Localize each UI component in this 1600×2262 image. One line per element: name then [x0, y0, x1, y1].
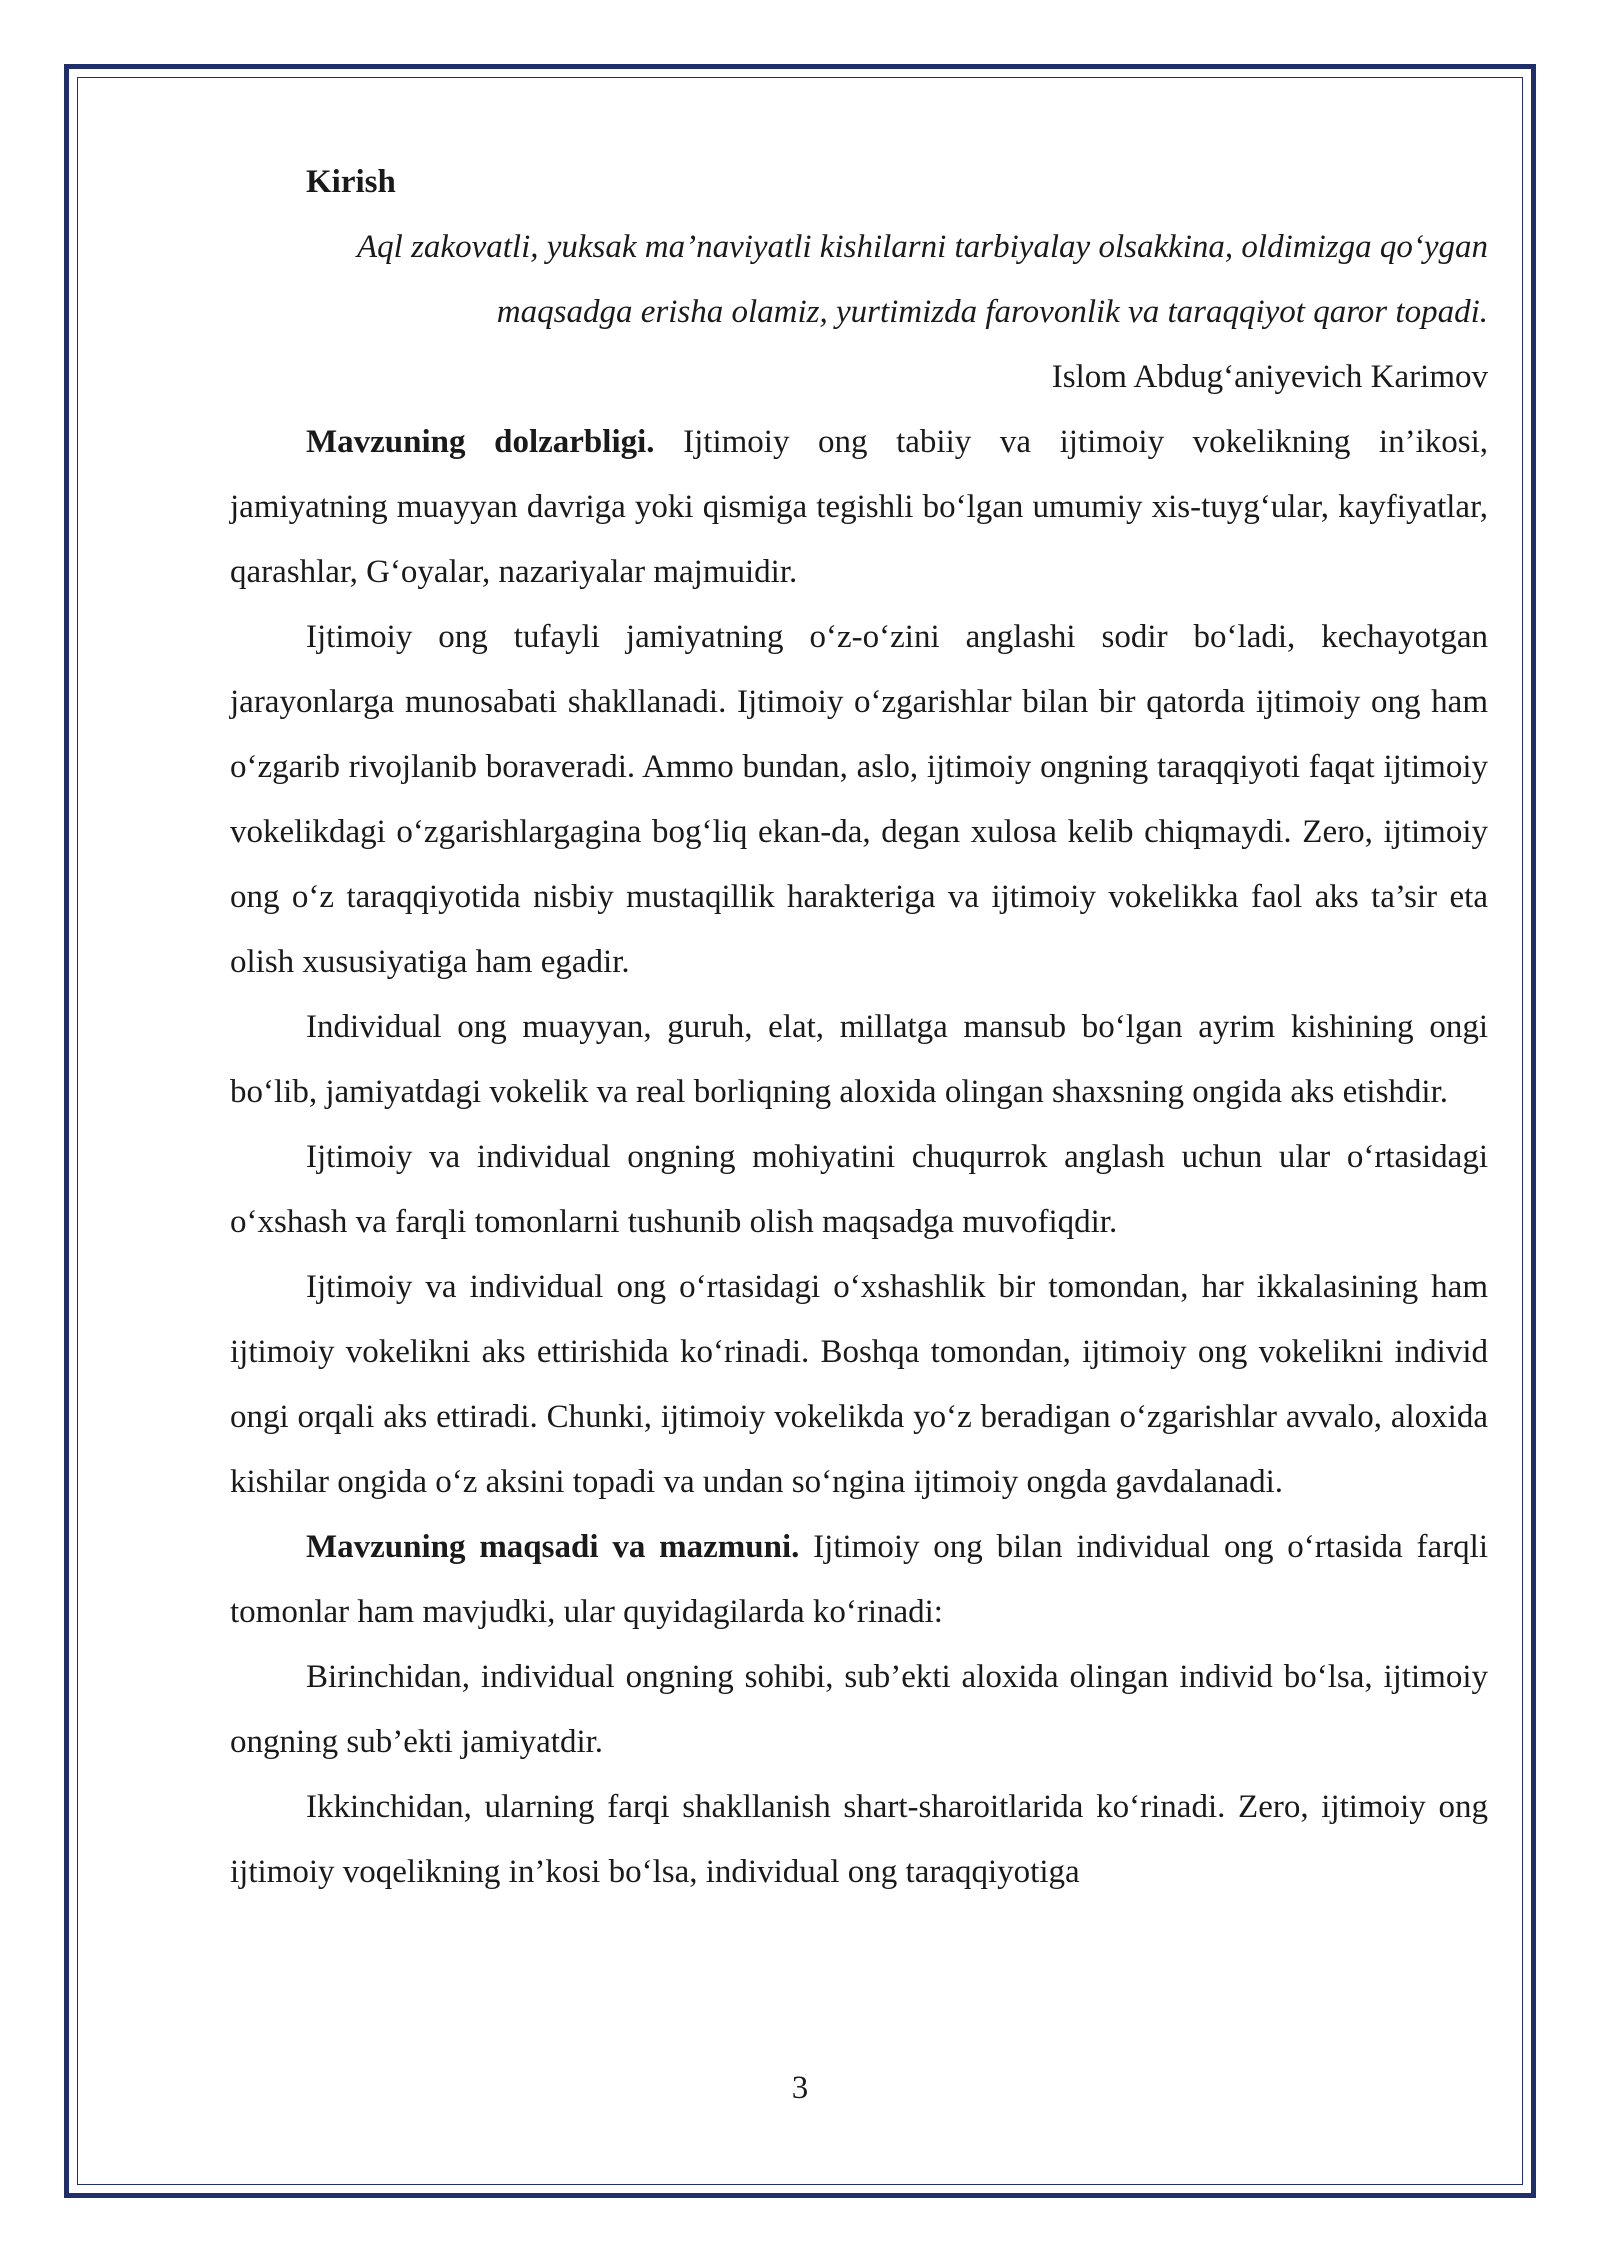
paragraph: Ijtimoiy ong tufayli jamiyatning o‘z-o‘zini anglashi sodir bo‘ladi, kechayotgan jarayonlarga munosabati shakllanadi. Ijtimoiy o‘zgarishlar bilan bir qatorda ijtimoiy ong ham o‘zgarib rivojlanib boraveradi. Ammo bundan, aslo, ijtimoiy ongning taraqqiyoti faqat ijtimoiy vokelikdagi o‘zgarishlargagina bog‘liq ekan-da, degan xulosa kelib chiqmaydi. Zero, ijtimoiy ong o‘z taraqqiyotida nisbiy mustaqillik harakteriga va ijtimoiy vokelikka faol aks ta’sir eta olish xususiyatiga ham egadir. — [230, 619, 1488, 980]
page-number: 3 — [791, 2070, 809, 2106]
paragraph: Ikkinchidan, ularning farqi shakllanish shart-sharoitlarida ko‘rinadi. Zero, ijtimoiy ong ijtimoiy voqelikning in’kosi bo‘lsa, individual ong taraqqiyotiga — [230, 1789, 1488, 1890]
paragraph-relevance — [230, 410, 1488, 605]
paragraph: Birinchidan, individual ongning sohibi, sub’ekti aloxida olingan individ bo‘lsa, ijtimoiy ongning sub’ekti jamiyatdir. — [230, 1659, 1488, 1760]
paragraph: Ijtimoiy va individual ong o‘rtasidagi o‘xshashlik bir tomondan, har ikkalasining ham ijtimoiy vokelikni aks ettirishida ko‘rinadi. Boshqa tomondan, ijtimoiy ong vokelikni individ ongi orqali aks ettiradi. Chunki, ijtimoiy vokelikda yo‘z beradigan o‘zgarishlar avvalo, aloxida kishilar ongida o‘z aksini topadi va undan so‘ngina ijtimoiy ongda gavdalanadi. — [230, 1269, 1488, 1500]
document-body — [230, 150, 1488, 1905]
paragraph-text: Ijtimoiy ong tabiiy va ijtimoiy vokelikning in’ikosi, jamiyatning muayyan davriga yoki qismiga tegishli bo‘lgan umumiy xis-tuyg‘ular, kayfiyatlar, qarashlar, G‘oyalar, nazariyalar majmuidir. — [230, 424, 1488, 590]
epigraph-quote: Aql zakovatli, yuksak ma’naviyatli kishilarni tarbiyalay olsakkina, oldimizga qo‘ygan maqsadga erisha olamiz, yurtimizda farovonlik va taraqqiyot qaror topadi. — [357, 229, 1488, 330]
section-heading: Kirish — [306, 164, 396, 200]
paragraph-goals — [230, 1515, 1488, 1645]
epigraph-author: Islom Abdug‘aniyevich Karimov — [1051, 359, 1488, 395]
paragraph-lead: Mavzuning maqsadi va mazmuni. — [306, 1529, 800, 1565]
paragraph: Individual ong muayyan, guruh, elat, millatga mansub bo‘lgan ayrim kishining ongi bo‘lib, jamiyatdagi vokelik va real borliqning aloxida olingan shaxsning ongida aks etishdir. — [230, 1009, 1488, 1110]
paragraph-text: Ijtimoiy ong bilan individual ong o‘rtasida farqli tomonlar ham mavjudki, ular quyidagilarda ko‘rinadi: — [230, 1529, 1488, 1630]
paragraph: Ijtimoiy va individual ongning mohiyatini chuqurrok anglash uchun ular o‘rtasidagi o‘xshash va farqli tomonlarni tushunib olish maqsadga muvofiqdir. — [230, 1139, 1488, 1240]
paragraph-lead: Mavzuning dolzarbligi. — [306, 424, 655, 460]
